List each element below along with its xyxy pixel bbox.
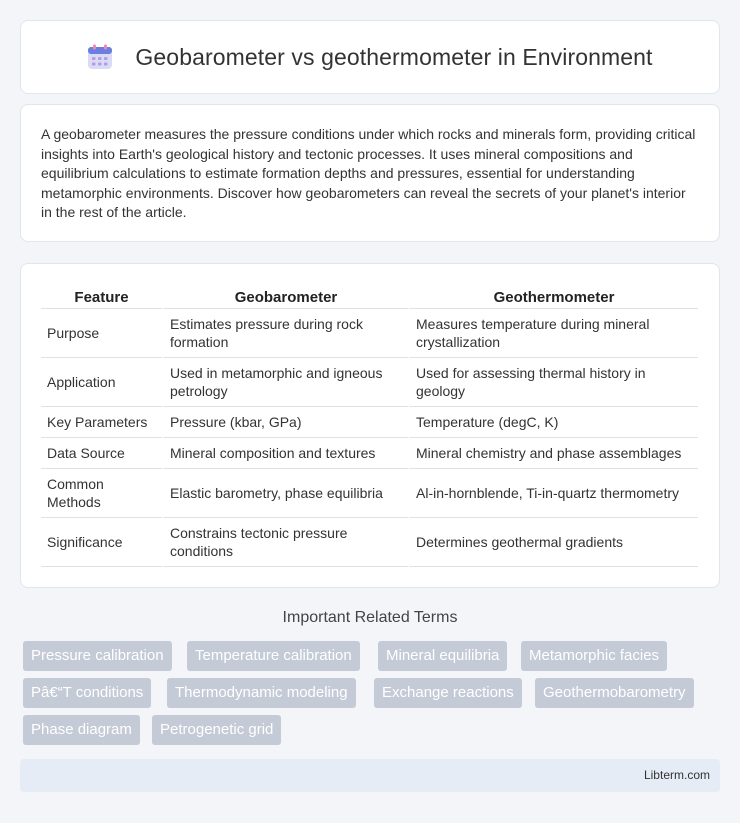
page-header	[20, 20, 720, 94]
footer-site-link[interactable]: Libterm.com	[643, 768, 710, 782]
related-term-tag[interactable]: Temperature calibration	[187, 641, 360, 671]
table-row	[41, 309, 698, 358]
table-cell: Common Methods	[41, 469, 162, 518]
table-cell: Mineral chemistry and phase assemblages	[408, 438, 698, 469]
page-title: Geobarometer vs geothermometer in Environment	[135, 43, 653, 70]
table-cell: Pressure (kbar, GPa)	[162, 407, 408, 438]
table-cell: Temperature (degC, K)	[408, 407, 698, 438]
related-term-tag[interactable]: Metamorphic facies	[521, 641, 667, 671]
related-term-tag[interactable]: Phase diagram	[23, 715, 140, 745]
column-header: Geothermometer	[408, 284, 698, 309]
related-term-tag[interactable]: Pressure calibration	[23, 641, 172, 671]
related-term-tag[interactable]: Exchange reactions	[374, 678, 522, 708]
table-cell: Al-in-hornblende, Ti-in-quartz thermometry	[408, 469, 698, 518]
table-header-row	[41, 284, 698, 309]
table-cell: Application	[41, 358, 162, 407]
related-term-tag[interactable]: Thermodynamic modeling	[167, 678, 356, 708]
table-row	[41, 358, 698, 407]
calendar-icon	[87, 44, 113, 70]
table-row	[41, 438, 698, 469]
table-cell: Significance	[41, 518, 162, 567]
table-cell: Used for assessing thermal history in geology	[408, 358, 698, 407]
table-row	[41, 518, 698, 567]
related-terms-title: Important Related Terms	[282, 609, 458, 626]
comparison-table	[41, 284, 698, 567]
table-cell: Mineral composition and textures	[162, 438, 408, 469]
table-cell: Estimates pressure during rock formation	[162, 309, 408, 358]
table-cell: Elastic barometry, phase equilibria	[162, 469, 408, 518]
intro-text: A geobarometer measures the pressure conditions under which rocks and minerals form, providing critical insights into Earth's geological history and tectonic processes. It uses mineral compositions and equilibrium calculations to estimate formation depths and pressures, essential for understanding metamorphic environments. Discover how geobarometers can reveal the secrets of your planet's interior in the rest of the article.	[41, 126, 696, 221]
table-cell: Determines geothermal gradients	[408, 518, 698, 567]
table-row	[41, 469, 698, 518]
table-cell: Measures temperature during mineral crystallization	[408, 309, 698, 358]
table-row	[41, 407, 698, 438]
related-term-tag[interactable]: Mineral equilibria	[378, 641, 507, 671]
comparison-section	[20, 263, 720, 588]
related-term-tag[interactable]: Pâ€“T conditions	[23, 678, 151, 708]
related-term-tag[interactable]: Geothermobarometry	[535, 678, 694, 708]
table-cell: Used in metamorphic and igneous petrology	[162, 358, 408, 407]
table-cell: Constrains tectonic pressure conditions	[162, 518, 408, 567]
footer	[20, 759, 720, 792]
column-header: Geobarometer	[162, 284, 408, 309]
column-header: Feature	[41, 284, 162, 309]
related-term-tag[interactable]: Petrogenetic grid	[152, 715, 281, 745]
table-cell: Purpose	[41, 309, 162, 358]
table-cell: Key Parameters	[41, 407, 162, 438]
table-cell: Data Source	[41, 438, 162, 469]
intro-section	[20, 104, 720, 242]
